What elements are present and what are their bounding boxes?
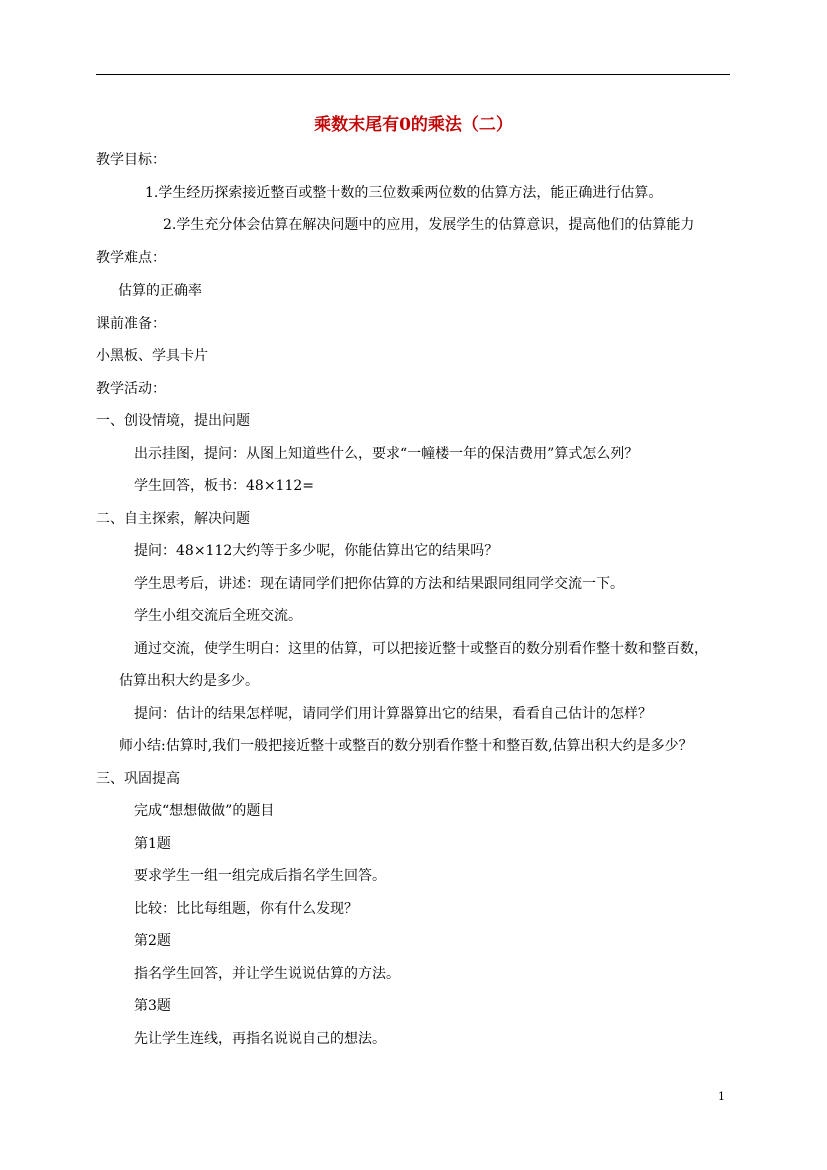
paragraph: 先让学生连线，再指名说说自己的想法。 (134, 1031, 386, 1047)
heading-preparation: 课前准备： (96, 316, 166, 332)
paragraph: 学生小组交流后全班交流。 (134, 608, 302, 624)
paragraph: 第3题 (134, 998, 171, 1014)
section-2-heading: 二、自主探索，解决问题 (96, 511, 250, 527)
heading-activities: 教学活动： (96, 381, 166, 397)
paragraph: 估算出积大约是多少。 (119, 673, 259, 689)
paragraph: 第2题 (134, 933, 171, 949)
paragraph: 比较：比比每组题，你有什么发现？ (134, 901, 358, 917)
section-1-heading: 一、创设情境，提出问题 (96, 413, 250, 429)
paragraph: 出示挂图，提问：从图上知道些什么，要求“一幢楼一年的保洁费用”算式怎么列？ (134, 446, 639, 462)
paragraph: 学生思考后，讲述：现在请同学们把你估算的方法和结果跟同组同学交流一下。 (134, 576, 624, 592)
paragraph: 通过交流，使学生明白：这里的估算，可以把接近整十或整百的数分别看作整十数和整百数， (134, 641, 708, 657)
heading-teaching-goals: 教学目标： (96, 152, 166, 168)
paragraph: 指名学生回答，并让学生说说估算的方法。 (134, 966, 400, 982)
goal-item-1: 1.学生经历探索接近整百或整十数的三位数乘两位数的估算方法，能正确进行估算。 (145, 185, 663, 201)
section-3-heading: 三、巩固提高 (96, 771, 180, 787)
paragraph: 学生回答，板书：48×112= (134, 478, 314, 494)
paragraph: 提问：48×112大约等于多少呢，你能估算出它的结果吗？ (134, 543, 499, 559)
paragraph: 师小结:估算时,我们一般把接近整十或整百的数分别看作整十和整百数,估算出积大约是多少？ (119, 738, 693, 754)
paragraph: 提问：估计的结果怎样呢，请同学们用计算器算出它的结果，看看自己估计的怎样？ (134, 706, 652, 722)
difficulty-text: 估算的正确率 (118, 283, 202, 299)
preparation-text: 小黑板、学具卡片 (96, 348, 208, 364)
heading-teaching-difficulty: 教学难点： (96, 250, 166, 266)
header-rule (96, 74, 730, 75)
paragraph: 第1题 (134, 836, 171, 852)
paragraph: 完成“想想做做”的题目 (134, 803, 275, 819)
page-number: 1 (718, 1090, 725, 1103)
goal-item-2: 2.学生充分体会估算在解决问题中的应用，发展学生的估算意识，提高他们的估算能力 (163, 217, 695, 233)
paragraph: 要求学生一组一组完成后指名学生回答。 (134, 868, 386, 884)
document-title: 乘数末尾有0的乘法（二） (314, 115, 513, 135)
